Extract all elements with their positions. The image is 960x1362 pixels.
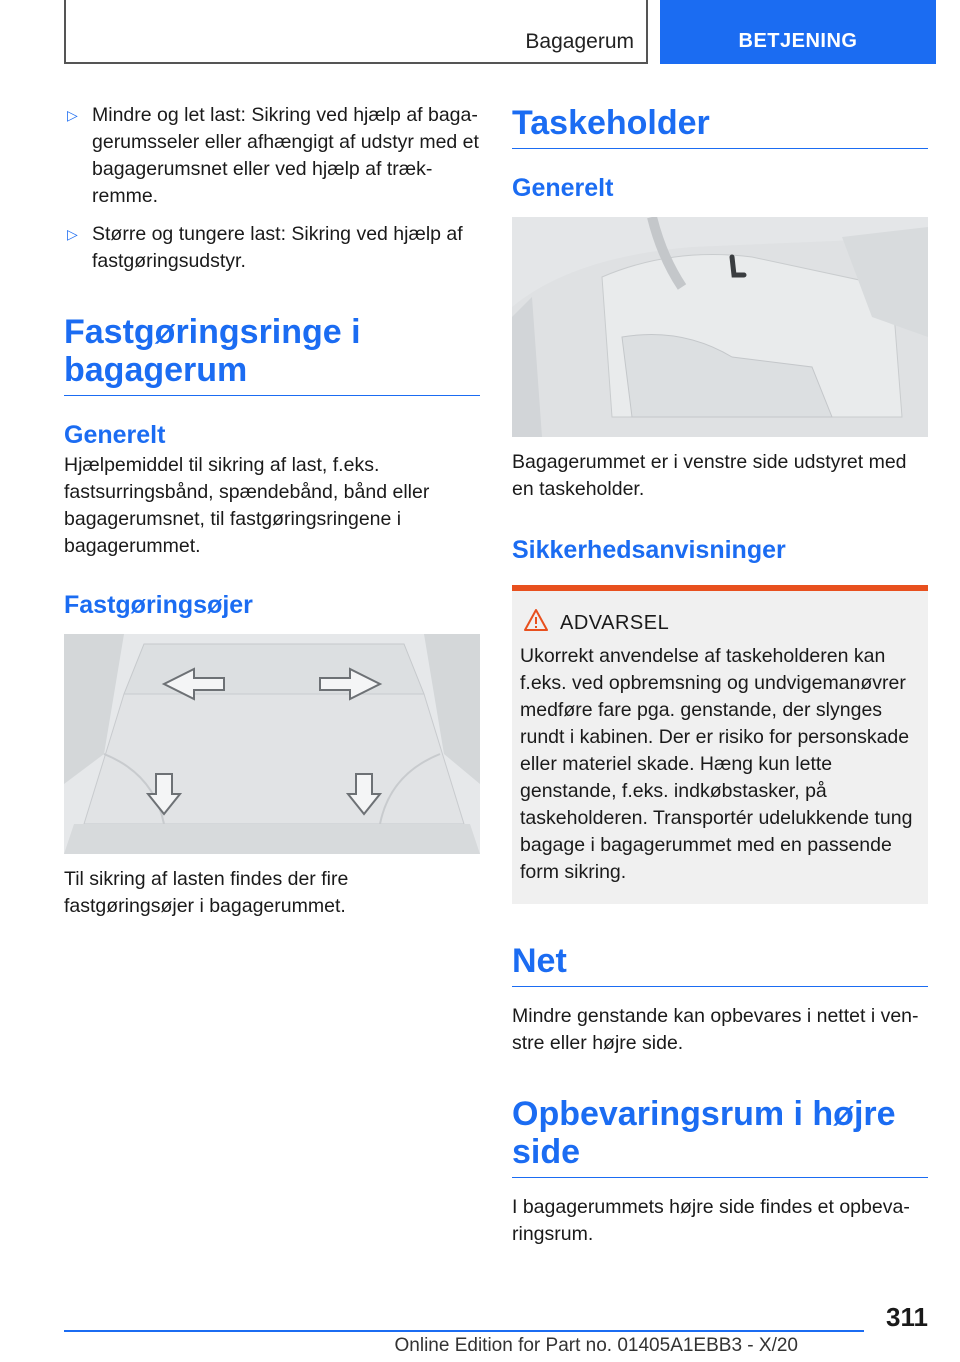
bullet-text: Mindre og let last: Sikring ved hjælp af bagagerumsseler eller afhængigt af udstyr med et bagagerumsnet eller ved hjælp af trækremme. [92,104,479,207]
section-heading-rings: Fastgøringsringe i bagagerum [64,313,480,396]
bag-holder-illustration [512,217,928,437]
bullet-item [64,102,480,210]
section-heading-storage: Opbevaringsrum i højre side [512,1095,928,1178]
eyelets-text: Til sikring af lasten findes der fire fastgøringsøjer i bagagerummet. [64,868,349,917]
triangle-bullet-icon: ▷ [67,107,78,123]
bag-holder-photo [512,217,928,437]
page-number: 311 [886,1302,928,1332]
left-column [64,100,480,920]
general-text: Hjælpemiddel til sikring af last, f.eks. fastsurringsbånd, spændebånd, bånd eller bagagerumsnet, til fastgøringsringene i bagagerummet. [64,454,430,557]
net-text: Mindre genstande kan opbevares i nettet i venstre eller højre side. [512,1005,919,1054]
bag-holder-text: Bagagerummet er i venstre side udstyret med en taskeholder. [512,451,907,500]
warning-box [512,591,928,904]
header-chapter-tab: BETJENING [660,0,936,64]
bullet-item [64,221,480,275]
subheading-eyelets: Fastgøringsøjer [64,591,253,619]
triangle-bullet-icon: ▷ [67,226,78,242]
subheading-general: Generelt [64,421,166,449]
footer-rule [64,1330,864,1332]
warning-title-text: ADVARSEL [560,612,670,634]
subheading-general: Generelt [512,174,614,202]
warning-triangle-icon [524,608,548,638]
header-section-title: Bagagerum [525,30,634,53]
warning-title [520,611,918,635]
section-heading-net: Net [512,942,928,987]
trunk-eyelets-illustration [64,634,480,854]
section-heading-bag-holder: Taskeholder [512,104,928,149]
right-column [512,100,928,1248]
trunk-eyelets-photo [64,634,480,854]
storage-text: I bagagerummets højre side findes et opbevaringsrum. [512,1196,910,1245]
footer-edition: Online Edition for Part no. 01405A1EBB3 - X/20 [394,1335,798,1356]
subheading-safety: Sikkerhedsanvisninger [512,536,786,564]
bullet-text: Større og tungere last: Sikring ved hjælp af fastgøringsudstyr. [92,223,463,272]
warning-text: Ukorrekt anvendelse af taskeholderen kan f.eks. ved opbremsning og undvigemanøvrer medføre fare pga. genstande, der slynges rundt i kabinen. Der er risiko for personskade eller materiel skade. Hæng kun lette genstande, f.eks. indkøbstasker, på taskeholderen. Transportér udelukkende tung bagage i bagagerummet med en passende form sikring. [520,645,913,883]
